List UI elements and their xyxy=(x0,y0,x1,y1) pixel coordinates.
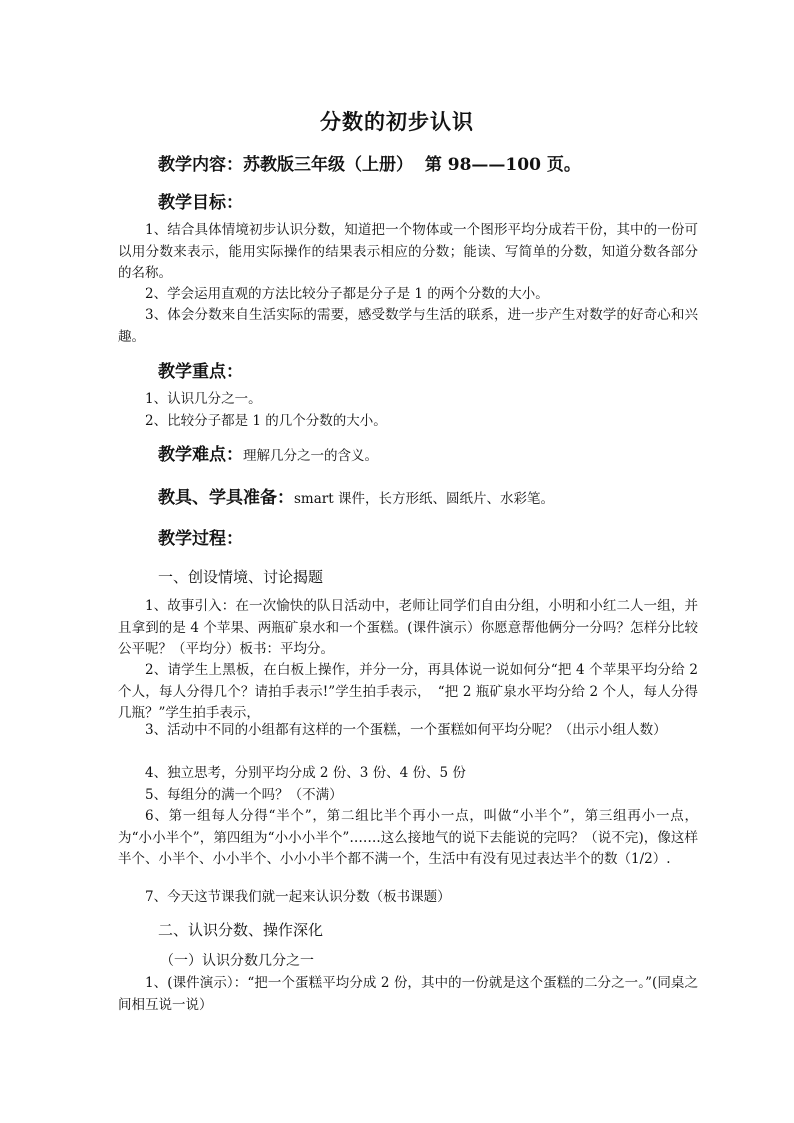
teaching-content xyxy=(158,150,581,175)
teaching-tools xyxy=(158,483,554,508)
goal-item-3: 3、体会分数来自生活实际的需要，感受数学与生活的联系，进一步产生对数学的好奇心和兴趣。 xyxy=(118,307,698,345)
key-point-1: 1、认识几分之一。 xyxy=(145,391,262,407)
teaching-goals-heading: 教学目标： xyxy=(158,193,243,213)
section-2-subheading: （一）认识分数几分之一 xyxy=(160,953,314,969)
document-title: 分数的初步认识 xyxy=(320,109,474,134)
process-paragraph-1: 1、故事引入：在一次愉快的队日活动中，老师让同学们自由分组，小明和小红二人一组，并且拿到的是 4 个苹果、两瓶矿泉水和一个蛋糕。(课件演示）你愿意帮他俩分一分吗？怎样分比较公平呢？（平均分）板书：平均分。 xyxy=(118,598,698,657)
process-paragraph-7: 7、今天这节课我们就一起来认识分数（板书课题） xyxy=(145,889,451,905)
goal-item-2: 2、学会运用直观的方法比较分子都是分子是 1 的两个分数的大小。 xyxy=(145,286,549,302)
teaching-content-value: 苏教版三年级（上册） 第 98——100 页。 xyxy=(243,155,581,175)
section-2-heading: 二、认识分数、操作深化 xyxy=(158,921,324,939)
teaching-content-label: 教学内容： xyxy=(158,155,243,175)
process-paragraph-2: 2、请学生上黑板，在白板上操作，并分一分，再具体说一说如何分“把 4 个苹果平均分给 2 个人，每人分得几个？请拍手表示!”学生拍手表示， “把 2 瓶矿泉水平均分给 2 个人，每人分得几瓶？”学生拍手表示， xyxy=(118,662,698,721)
process-paragraph-3: 3、活动中不同的小组都有这样的一个蛋糕，一个蛋糕如何平均分呢？（出示小组人数） xyxy=(145,722,667,738)
goal-item-1: 1、结合具体情境初步认识分数，知道把一个物体或一个图形平均分成若干份，其中的一份可以用分数来表示，能用实际操作的结果表示相应的分数；能读、写简单的分数，知道分数各部分的名称。 xyxy=(118,222,698,281)
teaching-tools-value: smart 课件，长方形纸、圆纸片、水彩笔。 xyxy=(294,491,554,507)
teaching-process-heading: 教学过程： xyxy=(158,529,243,549)
teaching-tools-label: 教具、学具准备： xyxy=(158,488,294,508)
teaching-difficulty-value: 理解几分之一的含义。 xyxy=(243,448,378,464)
process-paragraph-5: 5、每组分的满一个吗？（不满） xyxy=(145,787,343,803)
key-points-heading: 教学重点： xyxy=(158,362,243,382)
teaching-difficulty xyxy=(158,440,378,465)
process-paragraph-6: 6、第一组每人分得“半个”，第二组比半个再小一点，叫做“小半个”，第三组再小一点，为“小小半个”，第四组为“小小小半个”…….这么接地气的说下去能说的完吗？（说不完)，像这样半个、小半个、小小半个、小小小半个都不满一个，生活中有没有见过表达半个的数（1/2）. xyxy=(118,808,698,867)
key-point-2: 2、比较分子都是 1 的几个分数的大小。 xyxy=(145,413,387,429)
teaching-difficulty-label: 教学难点： xyxy=(158,445,243,465)
process-paragraph-4: 4、独立思考，分别平均分成 2 份、3 份、4 份、5 份 xyxy=(145,765,466,781)
section-1-heading: 一、创设情境、讨论揭题 xyxy=(158,568,324,586)
section-2-paragraph-1: 1、(课件演示）：“把一个蛋糕平均分成 2 份，其中的一份就是这个蛋糕的二分之一。”(同桌之间相互说一说） xyxy=(118,975,698,1013)
